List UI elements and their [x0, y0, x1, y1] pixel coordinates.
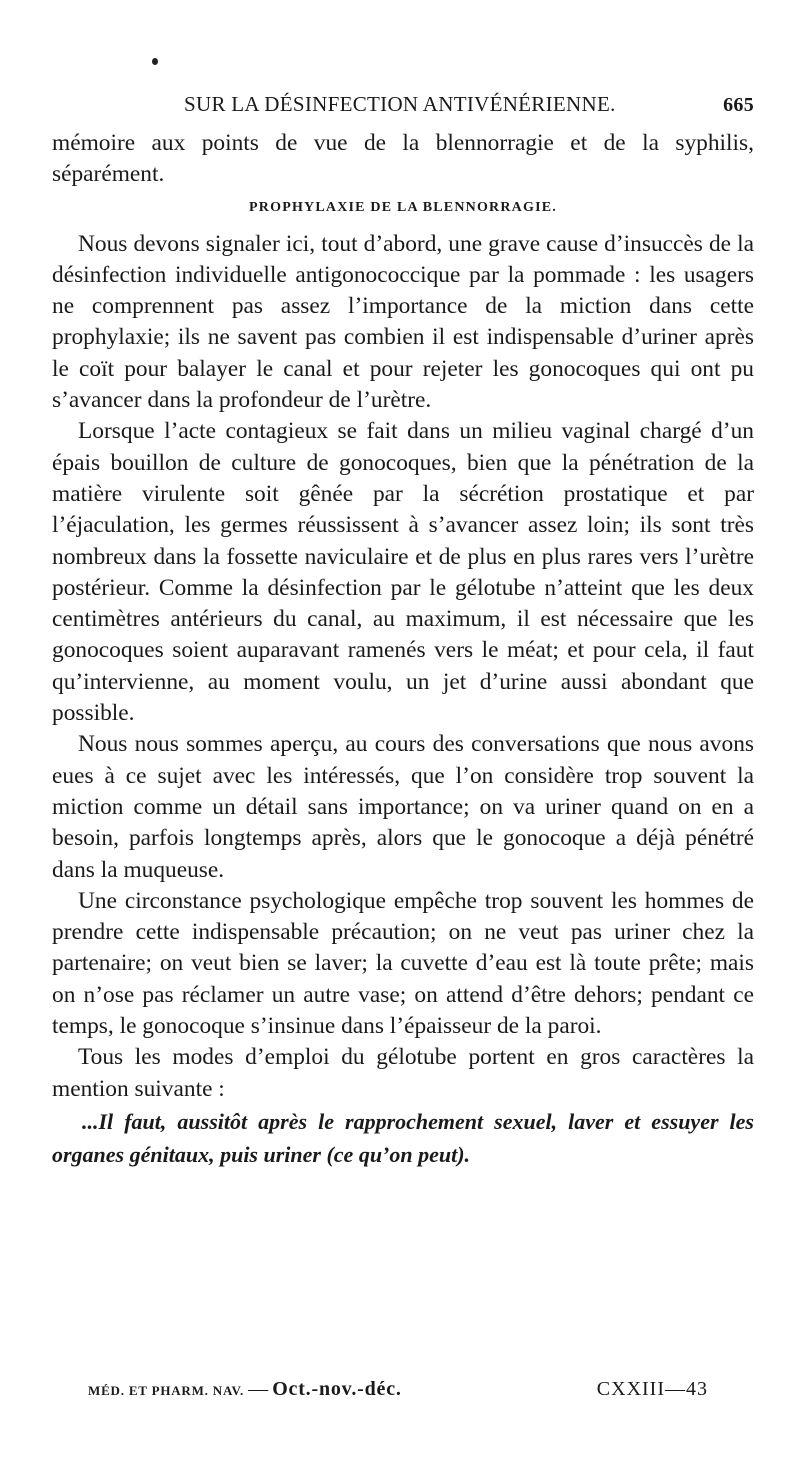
footer-journal [88, 1378, 402, 1401]
journal-name: MÉD. ET PHARM. NAV. [88, 1383, 245, 1398]
page-footer [88, 1378, 708, 1404]
ink-speck [152, 58, 158, 65]
section-heading: PROPHYLAXIE DE LA BLENNORRAGIE. [249, 199, 557, 215]
page-number: 665 [723, 94, 754, 116]
paragraph: Tous les modes d’emploi du gélotube portent en gros caractères la mention suivante : [52, 1044, 754, 1102]
quoted-instruction: ...Il faut, aussitôt après le rapprochement sexuel, laver et essuyer les organes génitaux, puis uriner (ce qu’on peut). [52, 1108, 754, 1167]
paragraph: Lorsque l’acte contagieux se fait dans un milieu vaginal chargé d’un épais bouillon de culture de gonocoques, bien que la pénétration de la matière virulente soit gênée par la sécrétion prostatique et par l’éjaculation, les germes réussissent à s’avancer assez loin; ils sont très nombreux dans la fossette naviculaire et de plus en plus rares vers l’urètre postérieur. Comme la désinfection par le gélotube n’atteint que les deux centimètres antérieurs du canal, au maximum, il est nécessaire que les gonocoques soient auparavant ramenés vers le méat; et pour cela, il faut qu’intervienne, au moment voulu, un jet d’urine aussi abondant que possible. [52, 418, 754, 727]
page-body [52, 128, 754, 1171]
paragraph: Nous devons signaler ici, tout d’abord, une grave cause d’insuccès de la désinfection individuelle antigonococcique par la pommade : les usagers ne comprennent pas assez l’importance de la miction dans cette prophylaxie; ils ne savent pas combien il est indispensable d’uriner après le coït pour balayer le canal et pour rejeter les gonocoques qui ont pu s’avancer dans la profondeur de l’urètre. [52, 230, 754, 414]
paragraph-continuation: mémoire aux points de vue de la blennorragie et de la syphilis, séparément. [52, 130, 754, 188]
footer-issue: Oct.-nov.-déc. [272, 1378, 402, 1400]
signature-mark: CXXIII—43 [596, 1378, 708, 1400]
running-header [52, 92, 754, 122]
running-title: SUR LA DÉSINFECTION ANTIVÉNÉRIENNE. [184, 92, 616, 116]
paragraph: Une circonstance psychologique empêche trop souvent les hommes de prendre cette indispensable précaution; on ne veut pas uriner chez la partenaire; on veut bien se laver; la cuvette d’eau est là toute prête; mais on n’ose pas réclamer un autre vase; on attend d’être dehors; pendant ce temps, le gonocoque s’insinue dans l’épaisseur de la paroi. [52, 887, 754, 1040]
paragraph: Nous nous sommes aperçu, au cours des conversations que nous avons eues à ce sujet avec les intéressés, que l’on considère trop souvent la miction comme un détail sans importance; on va uriner quand on en a besoin, parfois longtemps après, alors que le gonocoque a déjà pénétré dans la muqueuse. [52, 731, 754, 883]
footer-separator: — [248, 1378, 269, 1400]
